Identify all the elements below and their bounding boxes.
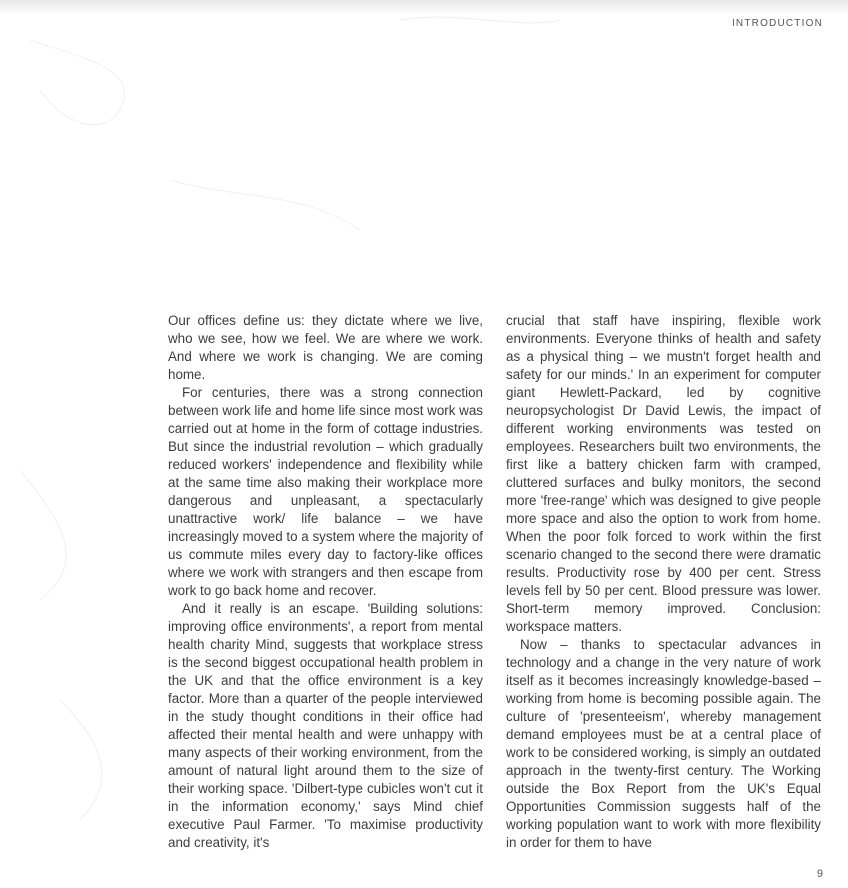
paragraph: And it really is an escape. 'Building solutions: improving office environments', a report from mental health charity Mind, suggests that workplace stress is the second biggest occupational health problem in the UK and that the office environment is a key factor. More than a quarter of the people interviewed in the study thought conditions in their office had affected their mental health and were unhappy with many aspects of their working environment, from the amount of natural light around them to the size of their working space. 'Dilbert-type cubicles won't cut it in the information economy,' says Mind chief executive Paul Farmer. 'To maximise productivity and creativity, it's [168,601,483,850]
paragraph: Our offices define us: they dictate where we live, who we see, how we feel. We are where we work. And where we work is changing. We are coming home. [168,313,483,382]
paragraph: crucial that staff have inspiring, flexible work environments. Everyone thinks of health and safety as a physical thing – we mustn't forget health and safety for our minds.' In an experiment for computer giant Hewlett-Packard, led by cognitive neuropsychologist Dr David Lewis, the impact of different working environments was tested on employees. Researchers built two environments, the first like a battery chicken farm with cramped, cluttered surfaces and bulky monitors, the second more 'free-range' which was designed to give people more space and also the option to work from home. When the poor folk forced to work within the first scenario changed to the second there were dramatic results. Productivity rose by 400 per cent. Stress levels fell by 50 per cent. Blood pressure was lower. Short-term memory improved. Conclusion: workspace matters. [506,313,821,634]
page-number: 9 [816,868,823,880]
section-label: INTRODUCTION [731,18,823,29]
paragraph: Now – thanks to spectacular advances in technology and a change in the very nature of work itself as it becomes increasingly knowledge-based – working from home is becoming possible again. The culture of 'presenteeism', whereby management demand employees must be at a central place of work to be considered working, is simply an outdated approach in the twenty-first century. The Working outside the Box Report from the UK's Equal Opportunities Commission suggests half of the working population want to work with more flexibility in order for them to have [506,637,821,850]
right-text-column [506,312,821,856]
left-text-column [168,312,483,856]
paragraph: For centuries, there was a strong connection between work life and home life since most work was carried out at home in the form of cottage industries. But since the industrial revolution – which gradually reduced workers' independence and flexibility while at the same time also making their workplace more dangerous and unpleasant, a spectacularly unattractive work/ life balance – we have increasingly moved to a system where the majority of us commute miles every day to factory-like offices where we work with strangers and then escape from work to go back home and recover. [168,385,483,598]
